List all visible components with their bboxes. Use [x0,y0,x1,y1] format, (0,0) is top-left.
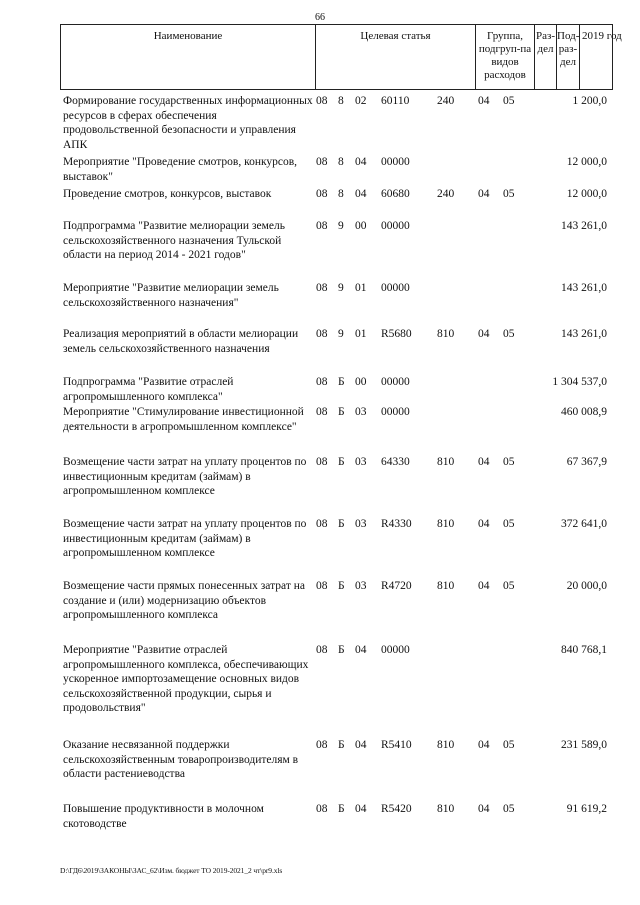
row-program-code: 08 [316,644,328,656]
row-event-code: 00 [355,376,367,388]
row-group: 240 [437,188,455,200]
row-name: Мероприятие "Проведение смотров, конкурсов, выставок" [63,156,298,183]
header-year-label: 2019 год [582,30,622,42]
row-direction-code: 00000 [381,156,410,168]
row-program-code: 08 [316,803,328,815]
row-subprogram-code: Б [338,456,345,468]
row-group: 240 [437,95,455,107]
header-group: Группа, подгруп-па видов расходов [476,25,535,89]
row-subprogram-code: 8 [338,188,344,200]
row-name: Мероприятие "Стимулирование инвестиционной деятельности в агропромышленном комплексе" [63,406,304,433]
header-name: Наименование [61,25,316,89]
row-subprogram-code: Б [338,376,345,388]
row-name: Возмещение части затрат на уплату процентов по инвестиционным кредитам (займам) в агропромышленном комплексе [63,456,307,497]
row-event-code: 02 [355,95,367,107]
row-name: Проведение смотров, конкурсов, выставок [63,188,272,200]
header-section: Раз-дел [535,25,557,89]
row-subprogram-code: Б [338,644,345,656]
row-name: Подпрограмма "Развитие отраслей агропромышленного комплекса" [63,376,234,403]
row-event-code: 04 [355,156,367,168]
row-section: 04 [478,188,490,200]
row-group: 810 [437,456,455,468]
row-program-code: 08 [316,739,328,751]
row-amount: 12 000,0 [566,188,607,200]
row-group: 810 [437,518,455,530]
row-amount: 1 200,0 [572,95,607,107]
row-direction-code: R5420 [381,803,412,815]
row-subsection: 05 [503,739,515,751]
row-name: Оказание несвязанной поддержки сельскохозяйственным товаропроизводителям в области растениеводства [63,739,299,780]
row-subsection: 05 [503,188,515,200]
row-name: Формирование государственных информационных ресурсов в сферах обеспечения продовольственной безопасности и управления АПК [63,95,313,151]
row-subprogram-code: Б [338,406,345,418]
row-subprogram-code: Б [338,580,345,592]
row-direction-code: 60680 [381,188,410,200]
row-subprogram-code: 8 [338,156,344,168]
row-event-code: 04 [355,644,367,656]
row-program-code: 08 [316,580,328,592]
row-subsection: 05 [503,518,515,530]
row-amount: 840 768,1 [561,644,607,656]
row-event-code: 04 [355,739,367,751]
row-amount: 372 641,0 [561,518,607,530]
row-event-code: 01 [355,328,367,340]
row-group: 810 [437,803,455,815]
row-event-code: 04 [355,803,367,815]
page-number: 66 [315,12,325,23]
row-program-code: 08 [316,95,328,107]
row-direction-code: 00000 [381,644,410,656]
row-amount: 143 261,0 [561,220,607,232]
row-amount: 143 261,0 [561,282,607,294]
row-direction-code: R5680 [381,328,412,340]
row-name: Мероприятие "Развитие отраслей агропромышленного комплекса, обеспечивающих ускоренное импортозамещение основных видов сельскохозяйственной продукции, сырья и продовольствия" [63,644,309,714]
row-event-code: 01 [355,282,367,294]
row-amount: 12 000,0 [566,156,607,168]
row-section: 04 [478,739,490,751]
row-section: 04 [478,580,490,592]
file-path-footer: D:\ГД6\2019\ЗАКОНЫ\ЗАС_62\Изм. бюджет ТО 2019-2021_2 чт\pr9.xls [60,866,283,875]
row-program-code: 08 [316,456,328,468]
row-name: Возмещение части прямых понесенных затрат на создание и (или) модернизацию объектов агропромышленного комплекса [63,580,305,621]
row-amount: 91 619,2 [566,803,607,815]
row-section: 04 [478,95,490,107]
row-subsection: 05 [503,95,515,107]
row-subprogram-code: Б [338,803,345,815]
row-program-code: 08 [316,518,328,530]
row-amount: 67 367,9 [566,456,607,468]
row-subprogram-code: 9 [338,282,344,294]
row-program-code: 08 [316,376,328,388]
header-subsection: Под-раз-дел [557,25,580,89]
row-subprogram-code: 9 [338,220,344,232]
row-program-code: 08 [316,406,328,418]
row-event-code: 04 [355,188,367,200]
header-year [580,25,622,89]
row-name: Повышение продуктивности в молочном скотоводстве [63,803,264,830]
row-program-code: 08 [316,220,328,232]
header-target: Целевая статья [316,25,476,89]
row-direction-code: R5410 [381,739,412,751]
row-program-code: 08 [316,156,328,168]
row-program-code: 08 [316,188,328,200]
row-event-code: 03 [355,456,367,468]
row-event-code: 00 [355,220,367,232]
row-direction-code: 60110 [381,95,410,107]
row-section: 04 [478,328,490,340]
row-name: Мероприятие "Развитие мелиорации земель сельскохозяйственного назначения" [63,282,279,309]
row-name: Реализация мероприятий в области мелиорации земель сельскохозяйственного назначения [63,328,299,355]
row-direction-code: 64330 [381,456,410,468]
row-event-code: 03 [355,406,367,418]
row-direction-code: R4720 [381,580,412,592]
row-program-code: 08 [316,328,328,340]
row-group: 810 [437,328,455,340]
row-name: Возмещение части затрат на уплату процентов по инвестиционным кредитам (займам) в агропромышленном комплексе [63,518,307,559]
row-section: 04 [478,456,490,468]
row-subsection: 05 [503,580,515,592]
row-direction-code: 00000 [381,376,410,388]
row-direction-code: R4330 [381,518,412,530]
row-subsection: 05 [503,456,515,468]
row-subprogram-code: Б [338,739,345,751]
row-name: Подпрограмма "Развитие мелиорации земель сельскохозяйственного назначения Тульской области на период 2014 - 2021 годов" [63,220,285,261]
row-subprogram-code: 9 [338,328,344,340]
row-program-code: 08 [316,282,328,294]
row-subprogram-code: 8 [338,95,344,107]
row-amount: 231 589,0 [561,739,607,751]
row-subsection: 05 [503,328,515,340]
row-event-code: 03 [355,518,367,530]
row-section: 04 [478,518,490,530]
row-amount: 20 000,0 [566,580,607,592]
row-subsection: 05 [503,803,515,815]
row-group: 810 [437,580,455,592]
row-subprogram-code: Б [338,518,345,530]
row-direction-code: 00000 [381,220,410,232]
row-event-code: 03 [355,580,367,592]
row-direction-code: 00000 [381,406,410,418]
table-header [60,24,622,90]
row-direction-code: 00000 [381,282,410,294]
row-amount: 460 008,9 [561,406,607,418]
row-amount: 143 261,0 [561,328,607,340]
row-amount: 1 304 537,0 [552,376,607,388]
row-group: 810 [437,739,455,751]
row-section: 04 [478,803,490,815]
